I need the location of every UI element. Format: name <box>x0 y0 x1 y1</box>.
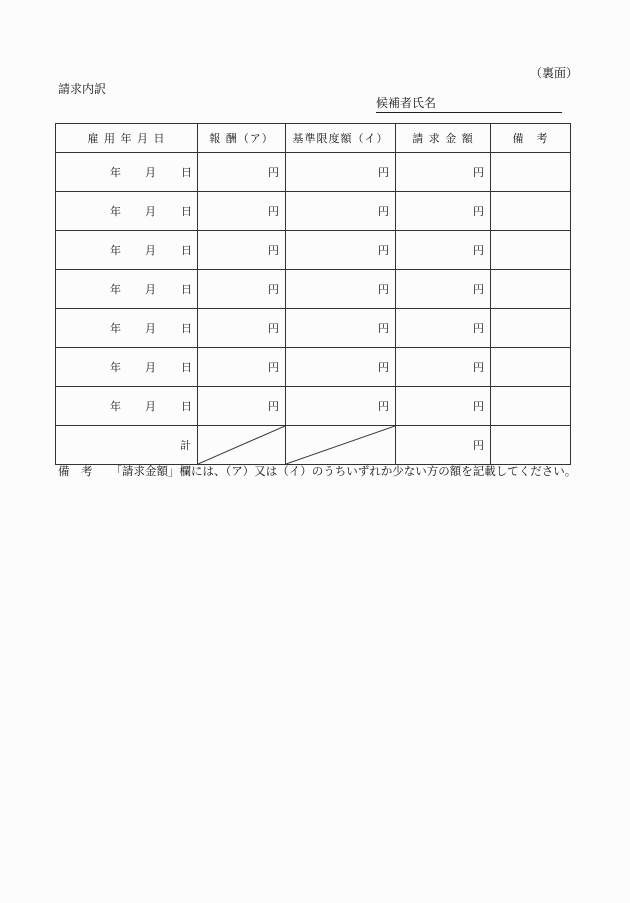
limit-amount-cell[interactable] <box>286 309 396 348</box>
fee-cell[interactable] <box>198 309 286 348</box>
yen-unit: 円 <box>473 283 484 296</box>
year-unit: 年 <box>110 283 121 296</box>
day-unit: 日 <box>181 166 192 179</box>
candidate-name-label: 候補者氏名 <box>376 96 437 110</box>
fee-cell[interactable] <box>198 348 286 387</box>
table-row <box>56 153 571 192</box>
limit-amount-cell[interactable] <box>286 387 396 426</box>
header-claim-amount: 請 求 金 額 <box>396 124 491 153</box>
remarks-cell[interactable] <box>491 387 571 426</box>
table-body <box>56 153 571 465</box>
year-unit: 年 <box>110 361 121 374</box>
yen-unit: 円 <box>378 166 389 179</box>
remarks-cell[interactable] <box>491 153 571 192</box>
table-row <box>56 270 571 309</box>
table-row <box>56 387 571 426</box>
employment-date-cell[interactable] <box>56 270 198 309</box>
limit-total-void-cell <box>286 426 396 465</box>
employment-date-cell[interactable] <box>56 387 198 426</box>
fee-cell[interactable] <box>198 153 286 192</box>
year-unit: 年 <box>110 205 121 218</box>
yen-unit: 円 <box>268 205 279 218</box>
year-unit: 年 <box>110 400 121 413</box>
claim-amount-cell[interactable] <box>396 231 491 270</box>
claim-amount-cell[interactable] <box>396 192 491 231</box>
yen-unit: 円 <box>268 361 279 374</box>
yen-unit: 円 <box>378 400 389 413</box>
day-unit: 日 <box>181 244 192 257</box>
limit-amount-cell[interactable] <box>286 192 396 231</box>
month-unit: 月 <box>145 166 156 179</box>
footnote-head: 備 考 <box>58 464 93 478</box>
employment-date-cell[interactable] <box>56 231 198 270</box>
month-unit: 月 <box>145 322 156 335</box>
total-row <box>56 426 571 465</box>
remarks-cell[interactable] <box>491 270 571 309</box>
fee-cell[interactable] <box>198 231 286 270</box>
remarks-total-cell[interactable] <box>491 426 571 465</box>
limit-amount-cell[interactable] <box>286 348 396 387</box>
footnote <box>58 463 576 479</box>
employment-date-cell[interactable] <box>56 192 198 231</box>
claim-amount-cell[interactable] <box>396 387 491 426</box>
yen-unit: 円 <box>268 166 279 179</box>
month-unit: 月 <box>145 361 156 374</box>
yen-unit: 円 <box>378 322 389 335</box>
yen-unit: 円 <box>473 205 484 218</box>
yen-unit: 円 <box>378 283 389 296</box>
yen-unit: 円 <box>473 244 484 257</box>
claim-amount-cell[interactable] <box>396 270 491 309</box>
remarks-cell[interactable] <box>491 309 571 348</box>
total-label-cell <box>56 426 198 465</box>
month-unit: 月 <box>145 283 156 296</box>
remarks-cell[interactable] <box>491 192 571 231</box>
remarks-cell[interactable] <box>491 231 571 270</box>
day-unit: 日 <box>181 361 192 374</box>
fee-cell[interactable] <box>198 192 286 231</box>
fee-total-void-cell <box>198 426 286 465</box>
total-label: 計 <box>180 439 191 452</box>
claim-breakdown-table <box>55 123 571 465</box>
employment-date-cell[interactable] <box>56 153 198 192</box>
month-unit: 月 <box>145 400 156 413</box>
candidate-name-field[interactable] <box>376 94 562 113</box>
remarks-cell[interactable] <box>491 348 571 387</box>
limit-amount-cell[interactable] <box>286 270 396 309</box>
day-unit: 日 <box>181 283 192 296</box>
claim-total-cell[interactable] <box>396 426 491 465</box>
yen-unit: 円 <box>268 283 279 296</box>
month-unit: 月 <box>145 244 156 257</box>
yen-unit: 円 <box>378 205 389 218</box>
yen-unit: 円 <box>473 322 484 335</box>
table-row <box>56 192 571 231</box>
header-limit-amount: 基準限度額（イ） <box>286 124 396 153</box>
day-unit: 日 <box>181 205 192 218</box>
claim-amount-cell[interactable] <box>396 309 491 348</box>
table-header-row <box>56 124 571 153</box>
yen-unit: 円 <box>378 361 389 374</box>
yen-unit: 円 <box>473 361 484 374</box>
fee-cell[interactable] <box>198 387 286 426</box>
fee-cell[interactable] <box>198 270 286 309</box>
year-unit: 年 <box>110 166 121 179</box>
table-row <box>56 348 571 387</box>
day-unit: 日 <box>181 400 192 413</box>
header-fee: 報 酬（ア） <box>198 124 286 153</box>
yen-unit: 円 <box>473 166 484 179</box>
header-remarks: 備 考 <box>491 124 571 153</box>
header-employment-date: 雇 用 年 月 日 <box>56 124 198 153</box>
year-unit: 年 <box>110 322 121 335</box>
employment-date-cell[interactable] <box>56 348 198 387</box>
footnote-text: 「請求金額」欄には、（ア）又は（イ）のうちいずれか少ない方の額を記載してください。 <box>110 464 577 478</box>
limit-amount-cell[interactable] <box>286 231 396 270</box>
employment-date-cell[interactable] <box>56 309 198 348</box>
table-row <box>56 231 571 270</box>
claim-amount-cell[interactable] <box>396 153 491 192</box>
yen-unit: 円 <box>268 244 279 257</box>
claim-amount-cell[interactable] <box>396 348 491 387</box>
table-row <box>56 309 571 348</box>
day-unit: 日 <box>181 322 192 335</box>
yen-unit: 円 <box>268 322 279 335</box>
yen-unit: 円 <box>378 244 389 257</box>
yen-unit: 円 <box>268 400 279 413</box>
month-unit: 月 <box>145 205 156 218</box>
yen-unit: 円 <box>473 439 484 452</box>
yen-unit: 円 <box>473 400 484 413</box>
page-side-label: （裏面） <box>529 66 578 80</box>
year-unit: 年 <box>110 244 121 257</box>
document-title: 請求内訳 <box>58 82 107 96</box>
limit-amount-cell[interactable] <box>286 153 396 192</box>
